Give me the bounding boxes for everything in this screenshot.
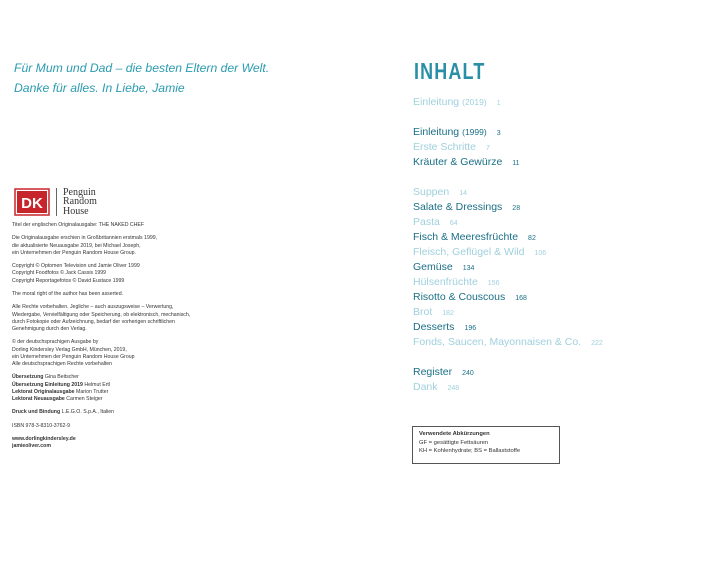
toc-entry[interactable] <box>413 306 454 318</box>
toc-entry[interactable] <box>413 96 501 108</box>
toc-entry-page: 196 <box>464 325 477 332</box>
edition-line: ein Unternehmen der Penguin Random House Group. <box>12 249 136 256</box>
imprint-text <box>12 222 342 457</box>
toc-entry[interactable] <box>413 366 474 378</box>
rights-line: Alle Rechte vorbehalten. Jegliche – auch auszugsweise – Verwertung, <box>12 304 174 311</box>
dedication-line: Danke für alles. In Liebe, Jamie <box>14 81 185 95</box>
web-link[interactable]: www.dorlingkindersley.de <box>12 436 76 443</box>
toc-entry-page: 106 <box>534 250 547 257</box>
isbn: ISBN 978-3-8310-3762-9 <box>12 422 70 429</box>
toc-entry-title: Desserts <box>413 321 455 333</box>
german-edition-line: Alle deutschsprachigen Rechte vorbehalten <box>12 360 113 367</box>
toc-entry-title: Pasta <box>413 216 440 228</box>
german-edition-line: © der deutschsprachigen Ausgabe by <box>12 339 99 346</box>
toc-entry-page: 11 <box>512 160 520 167</box>
toc-entry-page: 168 <box>515 295 527 302</box>
toc-entry[interactable] <box>413 231 536 243</box>
toc-entry-page: 1 <box>496 100 501 107</box>
credit-line <box>12 396 342 403</box>
toc-entry[interactable] <box>413 156 520 168</box>
original-title: Titel der englischen Originalausgabe: THE NAKED CHEF <box>12 222 145 228</box>
credit-value: Gina Beitscher <box>44 374 79 381</box>
toc-entry[interactable] <box>413 261 474 273</box>
credit-value: Helmut Ertl <box>84 381 111 388</box>
toc-entry[interactable] <box>413 291 527 303</box>
toc-entry-page: 156 <box>487 280 500 287</box>
dk-logo-icon <box>14 188 50 216</box>
toc-entry-title: Register <box>413 366 453 378</box>
toc-entry-title: Brot <box>413 306 433 318</box>
toc-entry[interactable] <box>413 336 603 348</box>
toc-entry-title: Erste Schritte <box>413 141 477 153</box>
web-link[interactable]: jamieoliver.com <box>12 443 51 450</box>
toc-entry-page: 14 <box>459 190 467 197</box>
printing-label: Druck und Bindung <box>12 409 61 416</box>
toc-entry[interactable] <box>413 216 458 228</box>
abbreviations-box <box>412 426 560 464</box>
penguin-random-house-wordmark <box>63 188 97 216</box>
wordmark-line: Random <box>63 196 97 208</box>
toc-entry-title: Suppen <box>413 186 450 198</box>
rights-line: Genehmigung durch den Verlag. <box>12 325 87 332</box>
toc-entry-year: (1999) <box>462 127 487 137</box>
toc-entry-page: 182 <box>442 310 454 317</box>
credit-label: Übersetzung <box>12 374 44 381</box>
toc-entry[interactable] <box>413 126 501 138</box>
toc-entry[interactable] <box>413 321 476 333</box>
toc-entry-title: Gemüse <box>413 261 453 273</box>
printing-value: L.E.G.O. S.p.A., Italien <box>61 409 115 416</box>
toc-entry[interactable] <box>413 381 459 393</box>
german-edition-line: ein Unternehmen der Penguin Random House Group <box>12 353 135 360</box>
wordmark-line: Penguin <box>63 186 96 198</box>
toc-entry-page: 248 <box>447 385 460 392</box>
copyright-line: Copyright © Optomen Television und Jamie Oliver 1999 <box>12 263 140 270</box>
toc-entry-page: 134 <box>462 265 475 272</box>
toc-entry[interactable] <box>413 186 467 198</box>
toc-entry-page: 64 <box>449 220 458 227</box>
credit-line <box>12 389 342 396</box>
toc-entry-page: 28 <box>512 205 521 212</box>
toc-entry[interactable] <box>413 141 490 153</box>
moral-right: The moral right of the author has been asserted. <box>12 290 124 297</box>
toc-entry-title: Dank <box>413 381 438 393</box>
dedication <box>14 58 269 98</box>
credit-line <box>12 382 342 389</box>
abbreviations-heading: Verwendete Abkürzungen <box>419 431 490 437</box>
dedication-line: Für Mum und Dad – die besten Eltern der Welt. <box>14 61 270 75</box>
credit-line <box>12 374 342 381</box>
toc-entry-year: (2019) <box>462 97 487 107</box>
rights-line: durch Fotokopie oder Aufzeichnung, bedarf der vorherigen schriftlichen <box>12 318 175 325</box>
toc-entry-title: Einleitung <box>413 96 460 108</box>
german-edition-line: Dorling Kindersley Verlag GmbH, München, 2019, <box>12 346 127 353</box>
credit-label: Lektorat Neuausgabe <box>12 395 65 402</box>
abbreviation-line: KH = Kohlenhydrate; BS = Ballaststoffe <box>419 448 521 455</box>
edition-line: Die Originalausgabe erschien in Großbritannien erstmals 1999, <box>12 235 158 242</box>
printing-line <box>12 409 342 416</box>
toc-entry-page: 82 <box>528 235 536 242</box>
contents-page <box>360 0 720 576</box>
contents-heading: INHALT <box>414 58 486 84</box>
toc-entry-title: Salate & Dressings <box>413 201 503 213</box>
credit-value: Carmen Steiger <box>66 395 103 402</box>
publisher-logo <box>14 187 97 217</box>
toc-entry[interactable] <box>413 201 520 213</box>
wordmark-line: House <box>63 205 89 217</box>
rights-line: Wiedergabe, Vervielfältigung oder Speicherung, ob elektronisch, mechanisch, <box>12 311 191 318</box>
toc-entry[interactable] <box>413 276 499 288</box>
credit-label: Übersetzung Einleitung 2019 <box>12 381 83 388</box>
credit-value: Marion Trutter <box>76 388 109 395</box>
credit-label: Lektorat Originalausgabe <box>12 388 75 395</box>
toc-entry-title: Fisch & Meeresfrüchte <box>413 231 519 243</box>
logo-divider <box>56 188 57 216</box>
toc-entry-page: 240 <box>462 370 474 377</box>
toc-entry-title: Hülsenfrüchte <box>413 276 478 288</box>
toc-entry-title: Fleisch, Geflügel & Wild <box>413 246 525 258</box>
dk-logo-text: DK <box>21 195 43 212</box>
toc-entry-page: 3 <box>496 130 501 137</box>
toc-entry-page: 7 <box>486 145 490 152</box>
copyright-line: Copyright Foodfotos © Jack Cassis 1999 <box>12 270 107 277</box>
abbreviation-line: GF = gesättigte Fettsäuren <box>419 439 489 446</box>
edition-line: die aktualisierte Neuausgabe 2019, bei Michael Joseph, <box>12 242 141 249</box>
toc-entry-title: Kräuter & Gewürze <box>413 156 503 168</box>
toc-entry-title: Fonds, Saucen, Mayonnaisen & Co. <box>413 336 582 348</box>
copyright-line: Copyright Reportagefotos © David Eustace 1999 <box>12 277 125 284</box>
toc-entry-title: Einleitung <box>413 126 460 138</box>
toc-entry-title: Risotto & Couscous <box>413 291 506 303</box>
toc-entry[interactable] <box>413 246 546 258</box>
toc-entry-page: 222 <box>591 340 603 347</box>
